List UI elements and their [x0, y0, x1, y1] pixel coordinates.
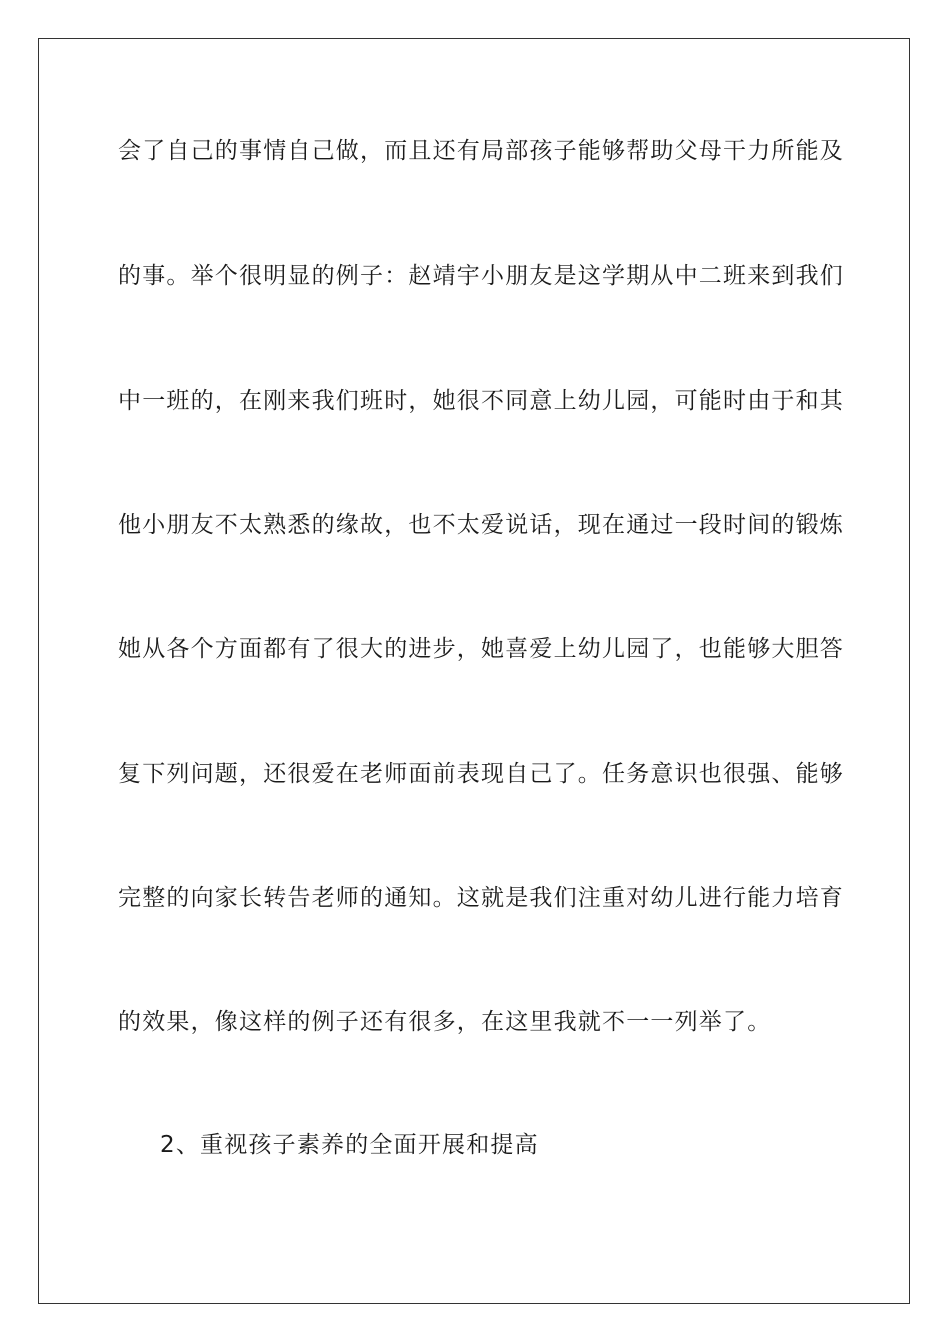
- section-heading: 2、重视孩子素养的全面开展和提高: [160, 1132, 539, 1158]
- body-text-line-8: 的效果，像这样的例子还有很多，在这里我就不一一列举了。: [118, 1009, 772, 1035]
- body-text-line-1: 会了自己的事情自己做，而且还有局部孩子能够帮助父母干力所能及: [118, 138, 844, 164]
- page-border: [38, 38, 910, 1304]
- body-text-line-5: 她从各个方面都有了很大的进步，她喜爱上幼儿园了，也能够大胆答: [118, 636, 844, 662]
- body-text-line-3: 中一班的，在刚来我们班时，她很不同意上幼儿园，可能时由于和其: [118, 388, 844, 414]
- body-text-line-6: 复下列问题，还很爱在老师面前表现自己了。任务意识也很强、能够: [118, 761, 844, 787]
- body-text-line-7: 完整的向家长转告老师的通知。这就是我们注重对幼儿进行能力培育: [118, 885, 844, 911]
- body-text-line-2: 的事。举个很明显的例子：赵靖宇小朋友是这学期从中二班来到我们: [118, 263, 844, 289]
- body-text-line-4: 他小朋友不太熟悉的缘故，也不太爱说话，现在通过一段时间的锻炼: [118, 512, 844, 538]
